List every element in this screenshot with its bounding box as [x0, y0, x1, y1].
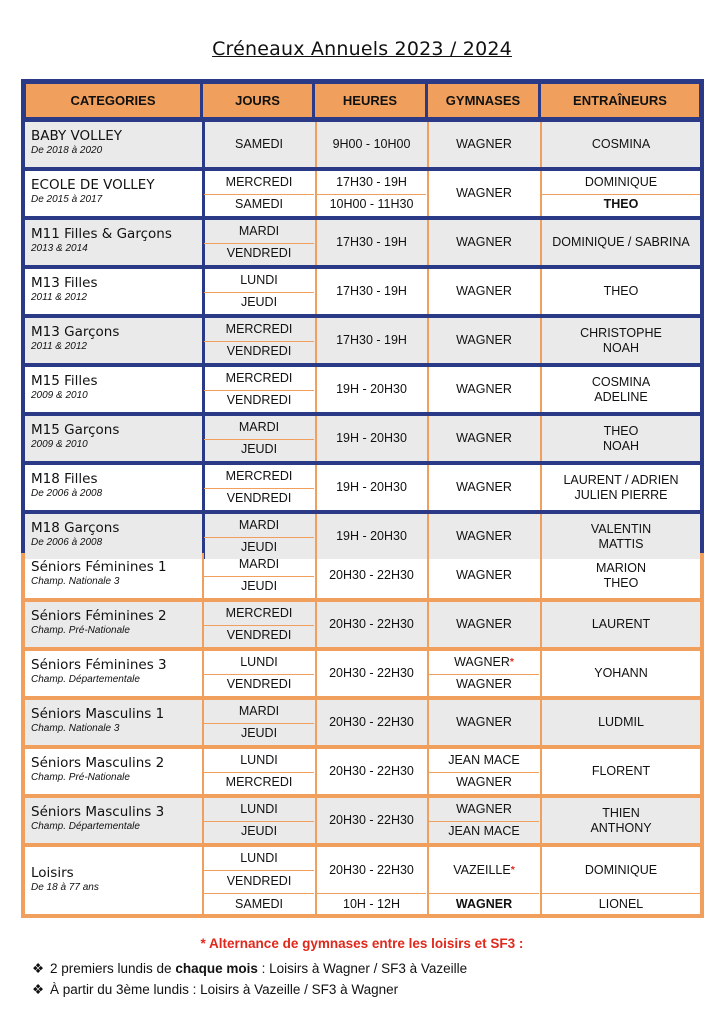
- gym-cell: WAGNER: [456, 284, 512, 298]
- hours-cell: 9H00 - 10H00: [332, 137, 411, 151]
- table-row: [25, 171, 700, 216]
- cell-divider: [542, 893, 700, 894]
- cell-divider: [204, 674, 314, 675]
- category-name: M11 Filles & Garçons: [31, 225, 172, 242]
- table-row: [25, 798, 700, 843]
- table-row: [25, 122, 700, 167]
- category-name: BABY VOLLEY: [31, 127, 122, 144]
- gym-cell: WAGNER: [456, 480, 512, 494]
- bullet-icon: ❖: [32, 982, 45, 997]
- table-row: [25, 553, 700, 598]
- cell-divider: [204, 390, 314, 391]
- coach-cell: THIEN ANTHONY: [590, 805, 652, 835]
- gym-cell: WAGNER: [456, 775, 512, 790]
- category-name: M15 Filles: [31, 372, 98, 389]
- category-name: Séniors Masculins 1: [31, 705, 165, 722]
- table-row: [25, 651, 700, 696]
- gym-cell: WAGNER: [456, 431, 512, 445]
- hours-cell: 17H30 - 19H: [336, 235, 407, 249]
- note-text: À partir du 3ème lundis : Loisirs à Vazeille / SF3 à Wagner: [50, 982, 399, 997]
- gym-cell: WAGNER: [456, 137, 512, 151]
- bullet-icon: ❖: [32, 961, 45, 976]
- category-cell: [31, 706, 164, 735]
- day-cell: JEUDI: [240, 540, 278, 555]
- cell-divider: [429, 674, 539, 675]
- hours-cell: 10H - 12H: [343, 897, 400, 911]
- cell-divider: [204, 576, 314, 577]
- coach-cell: LUDMIL: [598, 715, 644, 729]
- cell-divider: [204, 723, 314, 724]
- day-cell: MARDI: [238, 703, 280, 718]
- hours-cell: 17H30 - 19H: [336, 333, 407, 347]
- day-cell: LUNDI: [240, 272, 278, 287]
- day-cell: VENDREDI: [226, 874, 292, 888]
- category-years: 2011 & 2012: [31, 340, 87, 352]
- category-cell: [31, 128, 122, 157]
- coach-cell: YOHANN: [594, 666, 648, 680]
- gym-cell: JEAN MACE: [448, 824, 520, 839]
- day-cell: VENDREDI: [226, 677, 292, 692]
- hours-cell: 19H - 20H30: [336, 529, 407, 543]
- category-years: 2013 & 2014: [31, 242, 88, 254]
- category-cell: [31, 804, 164, 833]
- table-row: [25, 465, 700, 510]
- coach-cell: DOMINIQUE / SABRINA: [552, 235, 690, 249]
- category-cell: [31, 559, 167, 588]
- cell-divider: [429, 893, 539, 894]
- category-years: Champ. Départementale: [31, 673, 140, 685]
- gym-cell: WAGNER: [456, 715, 512, 729]
- day-cell: MERCREDI: [225, 605, 293, 620]
- day-cell: LUNDI: [240, 851, 278, 865]
- category-cell: [31, 422, 119, 451]
- category-cell: [31, 226, 172, 255]
- category-years: 2009 & 2010: [31, 389, 88, 401]
- hours-cell: 19H - 20H30: [336, 480, 407, 494]
- day-cell: JEUDI: [240, 295, 278, 310]
- table-row: [25, 269, 700, 314]
- hours-cell: 20H30 - 22H30: [329, 764, 414, 778]
- coach-cell: COSMINA: [591, 137, 651, 151]
- day-cell: VENDREDI: [226, 491, 292, 506]
- category-years: Champ. Nationale 3: [31, 575, 120, 587]
- day-cell: SAMEDI: [235, 197, 283, 212]
- gym-cell: JEAN MACE: [448, 752, 520, 767]
- gym-cell: WAGNER: [456, 677, 512, 692]
- category-name: Séniors Féminines 1: [31, 558, 167, 575]
- coach-cell: COSMINA ADELINE: [591, 374, 651, 404]
- gym-cell: WAGNER: [456, 235, 512, 249]
- cell-divider: [204, 625, 314, 626]
- cell-divider: [204, 488, 314, 489]
- hours-cell: 20H30 - 22H30: [329, 617, 414, 631]
- header-gymnases: GYMNASES: [428, 84, 538, 117]
- day-cell: SAMEDI: [235, 897, 283, 911]
- category-name: ECOLE DE VOLLEY: [31, 176, 155, 193]
- cell-divider: [317, 893, 426, 894]
- cell-divider: [204, 194, 314, 195]
- hours-cell: 17H30 - 19H: [336, 174, 407, 189]
- senior-group: [21, 553, 704, 918]
- day-cell: LUNDI: [240, 752, 278, 767]
- category-cell: [31, 471, 102, 500]
- day-cell: LUNDI: [240, 654, 278, 669]
- day-cell: MERCREDI: [225, 468, 293, 483]
- day-cell: VENDREDI: [226, 344, 292, 359]
- category-cell: [31, 755, 164, 784]
- day-cell: MERCREDI: [225, 321, 293, 336]
- note-line-2: [32, 982, 398, 998]
- category-years: Champ. Pré-Nationale: [31, 771, 130, 783]
- table-row: [25, 416, 700, 461]
- cell-divider: [204, 772, 314, 773]
- table-row: [25, 847, 700, 916]
- category-years: De 2015 à 2017: [31, 193, 103, 205]
- category-cell: [31, 657, 167, 686]
- category-years: De 2006 à 2008: [31, 536, 103, 548]
- category-years: De 2018 à 2020: [31, 144, 103, 156]
- cell-divider: [204, 292, 314, 293]
- category-years: De 18 à 77 ans: [31, 881, 99, 893]
- day-cell: VENDREDI: [226, 393, 292, 408]
- category-cell: [31, 324, 119, 353]
- category-years: Champ. Pré-Nationale: [31, 624, 130, 636]
- hours-cell: 20H30 - 22H30: [329, 862, 414, 877]
- category-years: 2011 & 2012: [31, 291, 87, 303]
- coach-cell: MARION THEO: [596, 560, 646, 590]
- cell-divider: [204, 821, 314, 822]
- header-jours: JOURS: [203, 84, 312, 117]
- category-name: Séniors Masculins 3: [31, 803, 165, 820]
- cell-divider: [204, 893, 314, 894]
- asterisk-mark: *: [510, 864, 515, 876]
- asterisk-mark: *: [509, 656, 514, 668]
- note-title: * Alternance de gymnases entre les loisirs et SF3 :: [200, 936, 524, 951]
- note-text: 2 premiers lundis de: [50, 961, 176, 976]
- day-cell: MARDI: [238, 223, 280, 238]
- day-cell: JEUDI: [240, 579, 278, 594]
- hours-cell: 20H30 - 22H30: [329, 813, 414, 827]
- day-cell: JEUDI: [240, 726, 278, 741]
- coach-cell: FLORENT: [591, 764, 651, 778]
- category-name: M18 Garçons: [31, 519, 120, 536]
- day-cell: JEUDI: [240, 442, 278, 457]
- category-cell: [31, 608, 167, 637]
- category-name: Séniors Féminines 2: [31, 607, 167, 624]
- day-cell: MARDI: [238, 556, 280, 571]
- day-cell: VENDREDI: [226, 628, 292, 643]
- note-emphasis: chaque mois: [175, 961, 258, 976]
- cell-divider: [317, 194, 426, 195]
- category-name: M13 Filles: [31, 274, 98, 291]
- day-cell: VENDREDI: [226, 246, 292, 261]
- gym-cell: WAGNER: [456, 382, 512, 396]
- category-cell: [31, 520, 119, 549]
- day-cell: JEUDI: [240, 824, 278, 839]
- category-name: Loisirs: [31, 864, 74, 881]
- gym-cell: WAGNER: [456, 617, 512, 631]
- hours-cell: 10H00 - 11H30: [329, 197, 414, 212]
- cell-divider: [204, 243, 314, 244]
- header-categories: CATEGORIES: [26, 84, 200, 117]
- day-cell: LUNDI: [240, 801, 278, 816]
- gym-cell: WAGNER *: [454, 654, 514, 669]
- coach-cell: CHRISTOPHE NOAH: [580, 325, 662, 355]
- cell-divider: [204, 870, 314, 871]
- cell-divider: [204, 537, 314, 538]
- note-line-1: [32, 961, 467, 977]
- hours-cell: 19H - 20H30: [336, 431, 407, 445]
- category-cell: [31, 177, 155, 206]
- table-row: [25, 367, 700, 412]
- category-name: M18 Filles: [31, 470, 98, 487]
- cell-divider: [429, 772, 539, 773]
- day-cell: MARDI: [238, 517, 280, 532]
- coach-cell: LAURENT: [591, 617, 651, 631]
- header-entraineurs: ENTRAÎNEURS: [541, 84, 699, 117]
- cell-divider: [204, 439, 314, 440]
- category-name: M13 Garçons: [31, 323, 120, 340]
- table-row: [25, 749, 700, 794]
- header-heures: HEURES: [315, 84, 425, 117]
- category-cell: [31, 373, 98, 402]
- category-name: Séniors Féminines 3: [31, 656, 167, 673]
- day-cell: MERCREDI: [225, 370, 293, 385]
- category-years: Champ. Nationale 3: [31, 722, 120, 734]
- table-row: [25, 220, 700, 265]
- cell-divider: [542, 194, 700, 195]
- day-cell: MARDI: [238, 419, 280, 434]
- coach-cell: LAURENT / ADRIEN JULIEN PIERRE: [563, 472, 679, 502]
- table-row: [25, 318, 700, 363]
- category-cell: [31, 275, 98, 304]
- hours-cell: 20H30 - 22H30: [329, 568, 414, 582]
- note-text: : Loisirs à Wagner / SF3 à Vazeille: [257, 961, 468, 976]
- gym-cell: WAGNER: [456, 568, 512, 582]
- gym-cell: WAGNER: [456, 333, 512, 347]
- page-title: Créneaux Annuels 2023 / 2024: [212, 38, 512, 60]
- category-cell: [31, 865, 99, 894]
- gym-cell: VAZEILLE *: [453, 862, 515, 877]
- table-header: [21, 79, 704, 122]
- coach-cell: THEO NOAH: [602, 423, 640, 453]
- coach-cell: THEO: [603, 197, 639, 212]
- category-name: M15 Garçons: [31, 421, 120, 438]
- gym-cell: WAGNER: [456, 186, 512, 200]
- youth-group: [21, 122, 704, 553]
- category-name: Séniors Masculins 2: [31, 754, 165, 771]
- gym-cell: WAGNER: [456, 529, 512, 543]
- coach-cell: VALENTIN MATTIS: [590, 521, 652, 551]
- coach-cell: DOMINIQUE: [584, 862, 658, 877]
- day-cell: MERCREDI: [225, 174, 293, 189]
- coach-cell: DOMINIQUE: [584, 174, 658, 189]
- hours-cell: 19H - 20H30: [336, 382, 407, 396]
- hours-cell: 20H30 - 22H30: [329, 666, 414, 680]
- coach-cell: THEO: [603, 284, 639, 298]
- gym-cell: WAGNER: [456, 801, 512, 816]
- gym-cell: WAGNER: [455, 897, 513, 911]
- category-years: De 2006 à 2008: [31, 487, 103, 499]
- cell-divider: [204, 341, 314, 342]
- coach-cell: LIONEL: [598, 897, 644, 911]
- table-row: [25, 602, 700, 647]
- category-years: Champ. Départementale: [31, 820, 140, 832]
- category-years: 2009 & 2010: [31, 438, 88, 450]
- hours-cell: 17H30 - 19H: [336, 284, 407, 298]
- day-cell: SAMEDI: [235, 137, 283, 151]
- table-row: [25, 700, 700, 745]
- day-cell: MERCREDI: [225, 775, 293, 790]
- cell-divider: [429, 821, 539, 822]
- hours-cell: 20H30 - 22H30: [329, 715, 414, 729]
